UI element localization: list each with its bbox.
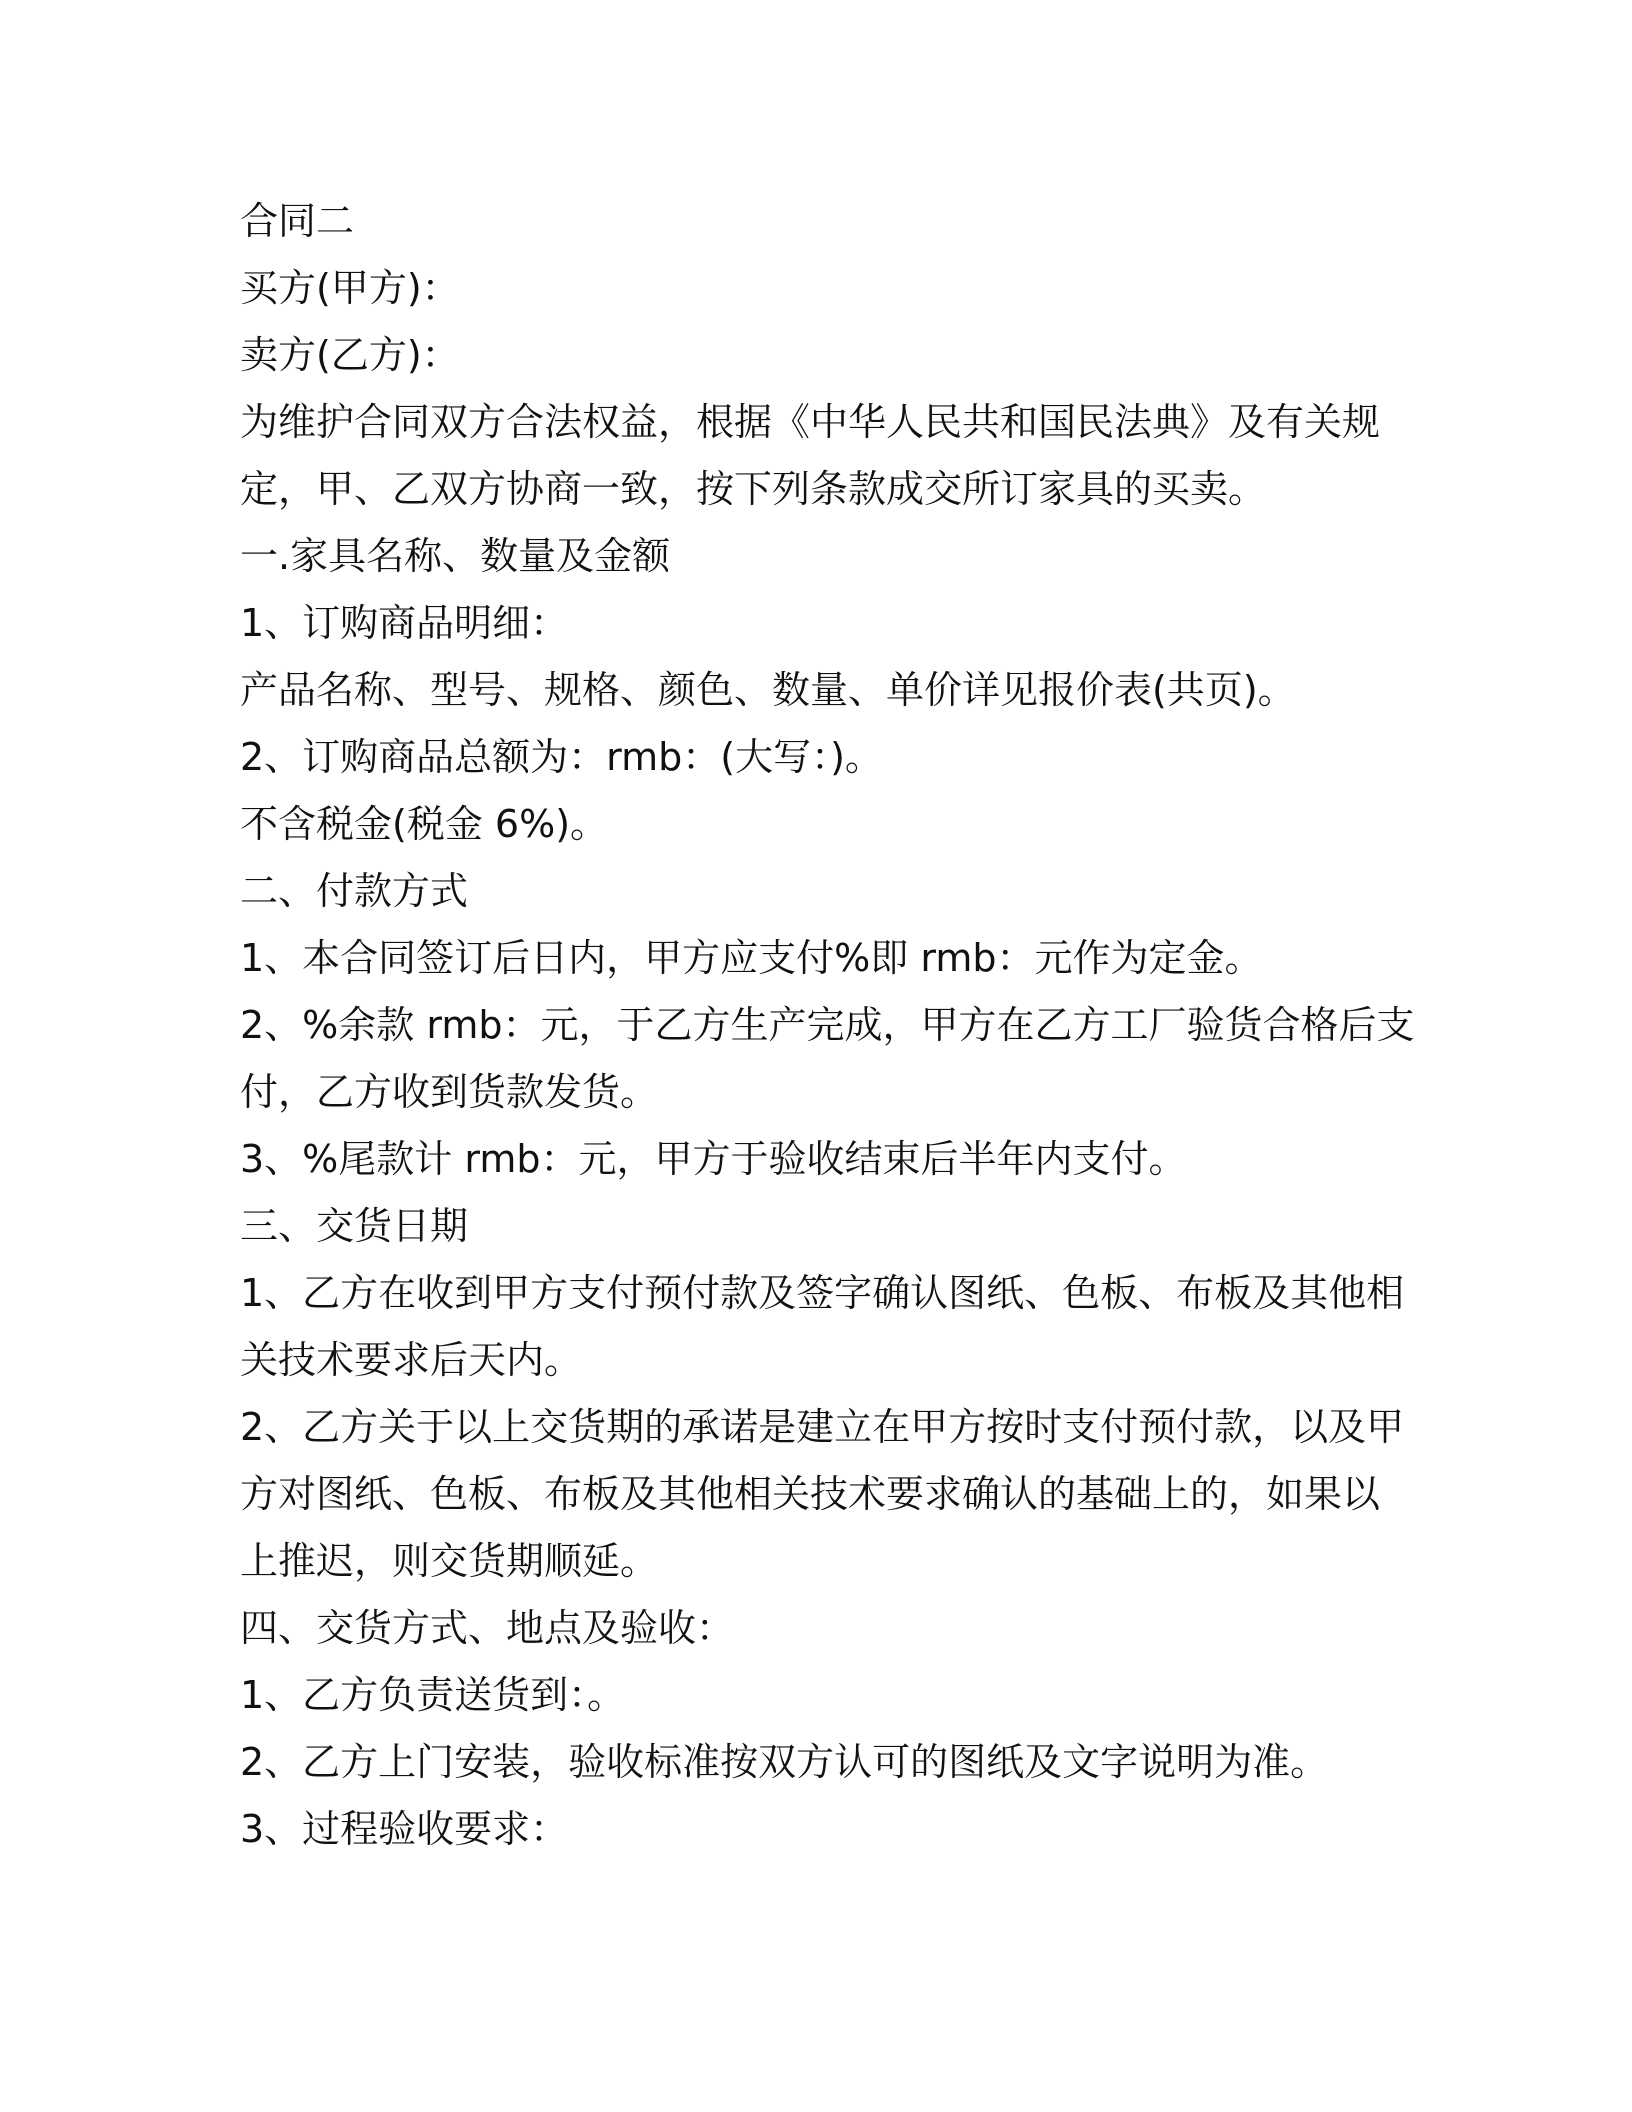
- document-page: [240, 188, 1415, 1863]
- section-1-heading: 一.家具名称、数量及金额: [240, 534, 671, 578]
- clause-3-1-line-1: 1、乙方在收到甲方支付预付款及签字确认图纸、色板、布板及其他相: [240, 1271, 1405, 1315]
- clause-1-1-detail: 产品名称、型号、规格、颜色、数量、单价详见报价表(共页)。: [240, 668, 1296, 712]
- clause-4-2: 2、乙方上门安装，验收标准按双方认可的图纸及文字说明为准。: [240, 1740, 1329, 1784]
- seller-line: 卖方(乙方)：: [240, 333, 460, 377]
- clause-3-2-line-1: 2、乙方关于以上交货期的承诺是建立在甲方按时支付预付款，以及甲: [240, 1405, 1405, 1449]
- buyer-line: 买方(甲方)：: [240, 266, 460, 310]
- section-4-heading: 四、交货方式、地点及验收：: [240, 1606, 735, 1650]
- preamble-line-2: 定，甲、乙双方协商一致，按下列条款成交所订家具的买卖。: [240, 467, 1267, 511]
- clause-2-1: 1、本合同签订后日内，甲方应支付%即 rmb：元作为定金。: [240, 936, 1263, 980]
- clause-4-3: 3、过程验收要求：: [240, 1807, 569, 1851]
- clause-1-2: 2、订购商品总额为：rmb：(大写：)。: [240, 735, 883, 779]
- clause-4-1: 1、乙方负责送货到：。: [240, 1673, 626, 1717]
- clause-1-1: 1、订购商品明细：: [240, 601, 569, 645]
- preamble-line-1: 为维护合同双方合法权益，根据《中华人民共和国民法典》及有关规: [240, 400, 1381, 444]
- contract-title: 合同二: [240, 199, 355, 243]
- clause-1-2-tax: 不含税金(税金 6%)。: [240, 802, 609, 846]
- section-2-heading: 二、付款方式: [240, 869, 469, 913]
- clause-3-2-line-3: 上推迟，则交货期顺延。: [240, 1539, 659, 1583]
- clause-2-3: 3、%尾款计 rmb：元，甲方于验收结束后半年内支付。: [240, 1137, 1187, 1181]
- section-3-heading: 三、交货日期: [240, 1204, 469, 1248]
- clause-3-2-line-2: 方对图纸、色板、布板及其他相关技术要求确认的基础上的，如果以: [240, 1472, 1381, 1516]
- clause-2-2-line-2: 付，乙方收到货款发货。: [240, 1070, 659, 1114]
- clause-2-2-line-1: 2、%余款 rmb：元，于乙方生产完成，甲方在乙方工厂验货合格后支: [240, 1003, 1415, 1047]
- clause-3-1-line-2: 关技术要求后天内。: [240, 1338, 583, 1382]
